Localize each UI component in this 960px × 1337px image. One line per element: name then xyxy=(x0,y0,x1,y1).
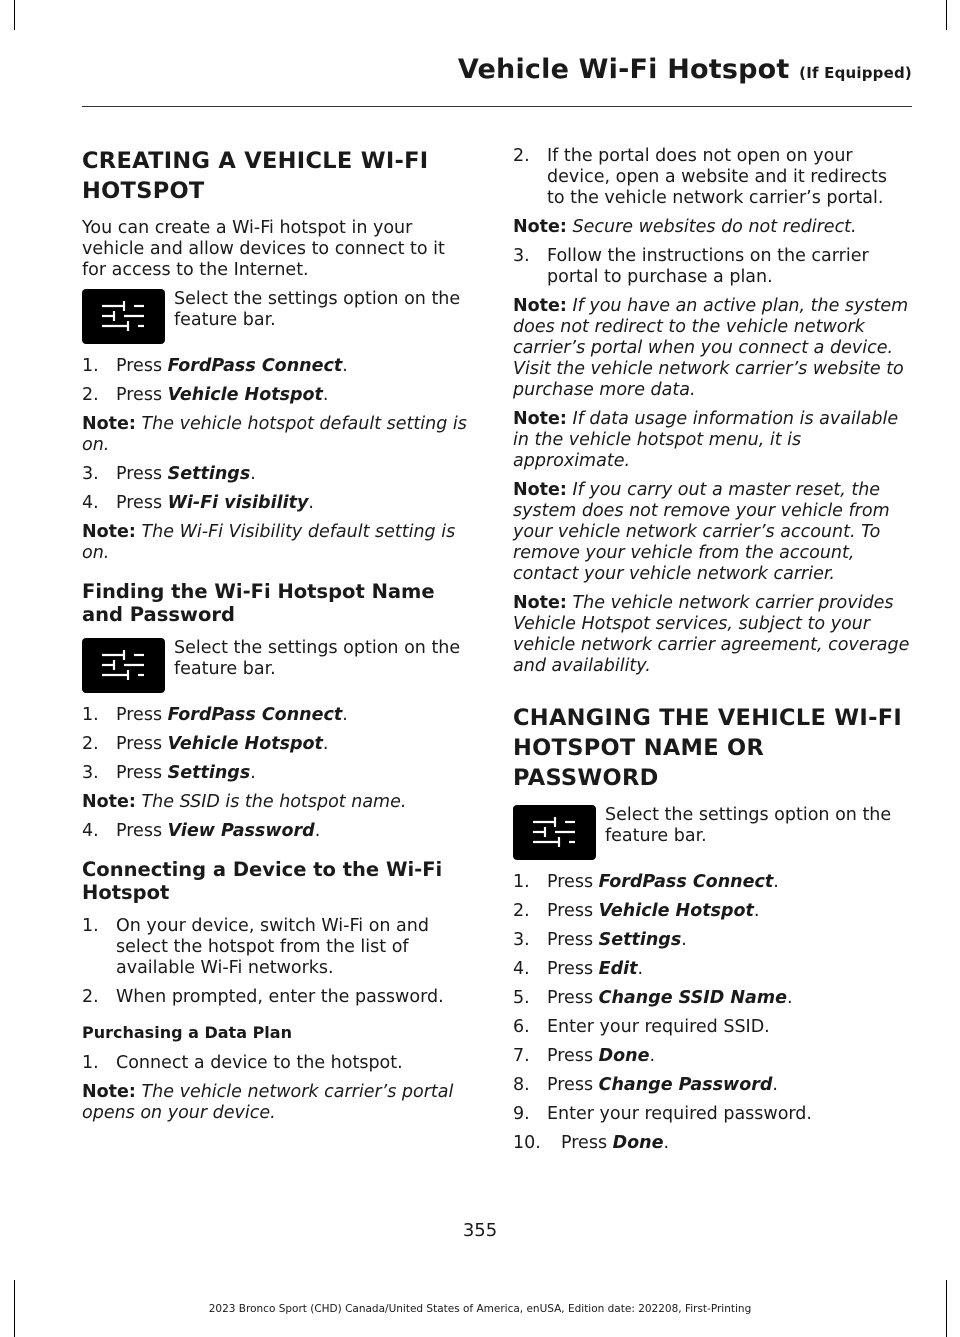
note xyxy=(82,792,470,813)
list-item xyxy=(82,385,470,406)
list-item xyxy=(513,246,910,288)
step-menu-label: FordPass Connect xyxy=(598,872,774,892)
step-menu-label: Vehicle Hotspot xyxy=(167,385,323,405)
step-menu-label: Vehicle Hotspot xyxy=(598,901,754,921)
page-number: 355 xyxy=(462,1220,498,1241)
header-subtitle: (If Equipped) xyxy=(799,64,912,82)
note-label: Note: xyxy=(513,593,567,613)
change-steps-list xyxy=(513,872,910,1154)
step-punct: . xyxy=(314,821,321,841)
note-label: Note: xyxy=(82,1082,136,1102)
step-text: Press xyxy=(547,930,599,950)
step-number: 4. xyxy=(82,493,99,513)
page-header xyxy=(0,54,912,85)
step-punct: . xyxy=(342,705,348,725)
note xyxy=(513,593,910,677)
step-punct: . xyxy=(637,959,644,979)
step-text: On your device, switch Wi-Fi on and select the hotspot from the list of available Wi-Fi networks. xyxy=(116,916,429,978)
step-number: 6. xyxy=(513,1017,530,1037)
step-punct: . xyxy=(322,385,329,405)
step-menu-label: FordPass Connect xyxy=(167,356,343,376)
list-item xyxy=(513,1017,910,1038)
note-text: The Wi-Fi Visibility default setting is on. xyxy=(82,522,456,563)
step-text: Enter your required SSID. xyxy=(547,1017,770,1037)
settings-instruction-text: Select the settings option on the feature bar. xyxy=(174,289,461,330)
step-text: Press xyxy=(116,385,168,405)
step-punct: . xyxy=(773,872,779,892)
step-number: 3. xyxy=(82,464,99,484)
note-text: The vehicle network carrier provides Vehicle Hotspot services, subject to your vehicle network carrier agreement, coverage and availability. xyxy=(513,593,910,676)
section-heading-creating: CREATING A VEHICLE WI-FI HOTSPOT xyxy=(82,148,429,204)
step-text: Connect a device to the hotspot. xyxy=(116,1053,403,1073)
step-number: 2. xyxy=(513,146,530,166)
note-text: If data usage information is available in the vehicle hotspot menu, it is approximate. xyxy=(513,409,899,471)
step-menu-label: Wi-Fi visibility xyxy=(167,493,309,513)
list-item xyxy=(513,1075,910,1096)
step-menu-label: Done xyxy=(612,1133,664,1153)
settings-instruction-text: Select the settings option on the feature bar. xyxy=(605,805,892,846)
step-number: 1. xyxy=(82,1053,99,1073)
list-item xyxy=(513,901,910,922)
settings-instruction xyxy=(82,638,470,693)
list-item xyxy=(82,763,470,784)
list-item xyxy=(82,987,470,1008)
step-number: 4. xyxy=(513,959,530,979)
step-menu-label: Settings xyxy=(167,464,251,484)
note xyxy=(82,522,470,564)
note-label: Note: xyxy=(82,414,136,434)
step-text: Press xyxy=(547,1046,599,1066)
step-number: 1. xyxy=(82,916,99,936)
list-item xyxy=(82,916,470,979)
step-number: 3. xyxy=(513,930,530,950)
step-text: Press xyxy=(116,821,168,841)
list-item xyxy=(82,821,470,842)
step-punct: . xyxy=(322,734,329,754)
step-menu-label: View Password xyxy=(167,821,315,841)
step-text: Press xyxy=(547,1075,599,1095)
edition-line: 2023 Bronco Sport (CHD) Canada/United States of America, enUSA, Edition date: 202208, First-Printing xyxy=(208,1303,752,1315)
step-punct: . xyxy=(772,1075,778,1095)
step-number: 5. xyxy=(513,988,530,1008)
settings-sliders-icon xyxy=(82,638,165,693)
step-text: Follow the instructions on the carrier portal to purchase a plan. xyxy=(547,246,869,287)
step-number: 10. xyxy=(513,1133,541,1153)
step-number: 2. xyxy=(82,385,99,405)
step-text: When prompted, enter the password. xyxy=(116,987,444,1007)
note xyxy=(513,296,910,401)
step-punct: . xyxy=(753,901,760,921)
step-text: Press xyxy=(116,464,168,484)
step-punct: . xyxy=(308,493,314,513)
step-number: 3. xyxy=(82,763,99,783)
note xyxy=(82,1082,470,1124)
list-item xyxy=(513,930,910,951)
step-punct: . xyxy=(649,1046,656,1066)
step-number: 4. xyxy=(82,821,99,841)
step-number: 1. xyxy=(82,705,99,725)
list-item xyxy=(513,1133,910,1154)
note xyxy=(513,217,910,238)
step-punct: . xyxy=(250,464,256,484)
settings-instruction xyxy=(82,289,470,344)
note-label: Note: xyxy=(82,522,136,542)
step-number: 7. xyxy=(513,1046,530,1066)
header-title: Vehicle Wi-Fi Hotspot xyxy=(457,54,790,85)
intro-paragraph: You can create a Wi-Fi hotspot in your vehicle and allow devices to connect to it for access to the Internet. xyxy=(82,218,445,280)
step-text: Press xyxy=(116,356,168,376)
step-punct: . xyxy=(681,930,687,950)
note-text: If you have an active plan, the system does not redirect to the vehicle network carrier’s portal when you connect a device. Visit the vehicle network carrier’s website to purchase more data. xyxy=(513,296,909,400)
step-punct: . xyxy=(250,763,256,783)
list-item xyxy=(82,1053,470,1074)
step-text: Press xyxy=(116,493,168,513)
note-text: If you carry out a master reset, the system does not remove your vehicle from your vehicle network carrier’s account. To remove your vehicle from the account, contact your vehicle network carrier. xyxy=(513,480,890,584)
note-text: Secure websites do not redirect. xyxy=(572,217,857,237)
note-label: Note: xyxy=(82,792,136,812)
note xyxy=(82,414,470,456)
note-text: The SSID is the hotspot name. xyxy=(141,792,407,812)
step-text: Press xyxy=(116,705,168,725)
crop-mark xyxy=(14,0,15,30)
settings-sliders-icon xyxy=(513,805,596,860)
settings-sliders-icon xyxy=(82,289,165,344)
note-text: The vehicle hotspot default setting is on. xyxy=(82,414,467,455)
list-item xyxy=(82,734,470,755)
step-menu-label: Change Password xyxy=(598,1075,773,1095)
settings-instruction-text: Select the settings option on the feature bar. xyxy=(174,638,461,679)
step-number: 1. xyxy=(513,872,530,892)
note-label: Note: xyxy=(513,217,567,237)
step-punct: . xyxy=(663,1133,670,1153)
note xyxy=(513,409,910,472)
step-number: 8. xyxy=(513,1075,530,1095)
list-item xyxy=(513,1104,910,1125)
right-column xyxy=(513,146,910,1162)
left-column xyxy=(82,146,470,1132)
note-label: Note: xyxy=(513,296,567,316)
list-item xyxy=(513,872,910,893)
step-number: 9. xyxy=(513,1104,530,1124)
list-item xyxy=(513,146,910,209)
note-label: Note: xyxy=(513,480,567,500)
step-text: Press xyxy=(547,988,599,1008)
list-item xyxy=(82,464,470,485)
step-text: Enter your required password. xyxy=(547,1104,812,1124)
step-punct: . xyxy=(786,988,793,1008)
step-text: If the portal does not open on your device, open a website and it redirects to the vehicle network carrier’s portal. xyxy=(547,146,887,208)
step-menu-label: Vehicle Hotspot xyxy=(167,734,323,754)
step-text: Press xyxy=(547,901,599,921)
header-rule xyxy=(82,106,912,107)
step-menu-label: FordPass Connect xyxy=(167,705,343,725)
list-item xyxy=(82,493,470,514)
list-item xyxy=(82,705,470,726)
step-text: Press xyxy=(547,959,599,979)
step-text: Press xyxy=(116,763,168,783)
list-item xyxy=(513,959,910,980)
subheading-purchasing: Purchasing a Data Plan xyxy=(82,1023,292,1042)
step-number: 2. xyxy=(513,901,530,921)
settings-instruction xyxy=(513,805,910,860)
note-text: The vehicle network carrier’s portal opens on your device. xyxy=(82,1082,454,1123)
step-number: 2. xyxy=(82,734,99,754)
step-text: Press xyxy=(547,872,599,892)
subheading-connecting: Connecting a Device to the Wi-Fi Hotspot xyxy=(82,858,443,904)
list-item xyxy=(513,1046,910,1067)
step-punct: . xyxy=(342,356,348,376)
crop-mark xyxy=(946,0,947,30)
list-item xyxy=(82,356,470,377)
step-menu-label: Done xyxy=(598,1046,650,1066)
note xyxy=(513,480,910,585)
step-number: 3. xyxy=(513,246,530,266)
step-number: 2. xyxy=(82,987,99,1007)
step-text: Press xyxy=(116,734,168,754)
list-item xyxy=(513,988,910,1009)
step-menu-label: Settings xyxy=(598,930,682,950)
step-menu-label: Change SSID Name xyxy=(598,988,787,1008)
step-menu-label: Edit xyxy=(598,959,638,979)
note-label: Note: xyxy=(513,409,567,429)
section-heading-changing: CHANGING THE VEHICLE WI-FI HOTSPOT NAME OR PASSWORD xyxy=(513,705,903,791)
step-number: 1. xyxy=(82,356,99,376)
step-text: Press xyxy=(561,1133,613,1153)
step-menu-label: Settings xyxy=(167,763,251,783)
subheading-finding: Finding the Wi-Fi Hotspot Name and Password xyxy=(82,580,435,626)
